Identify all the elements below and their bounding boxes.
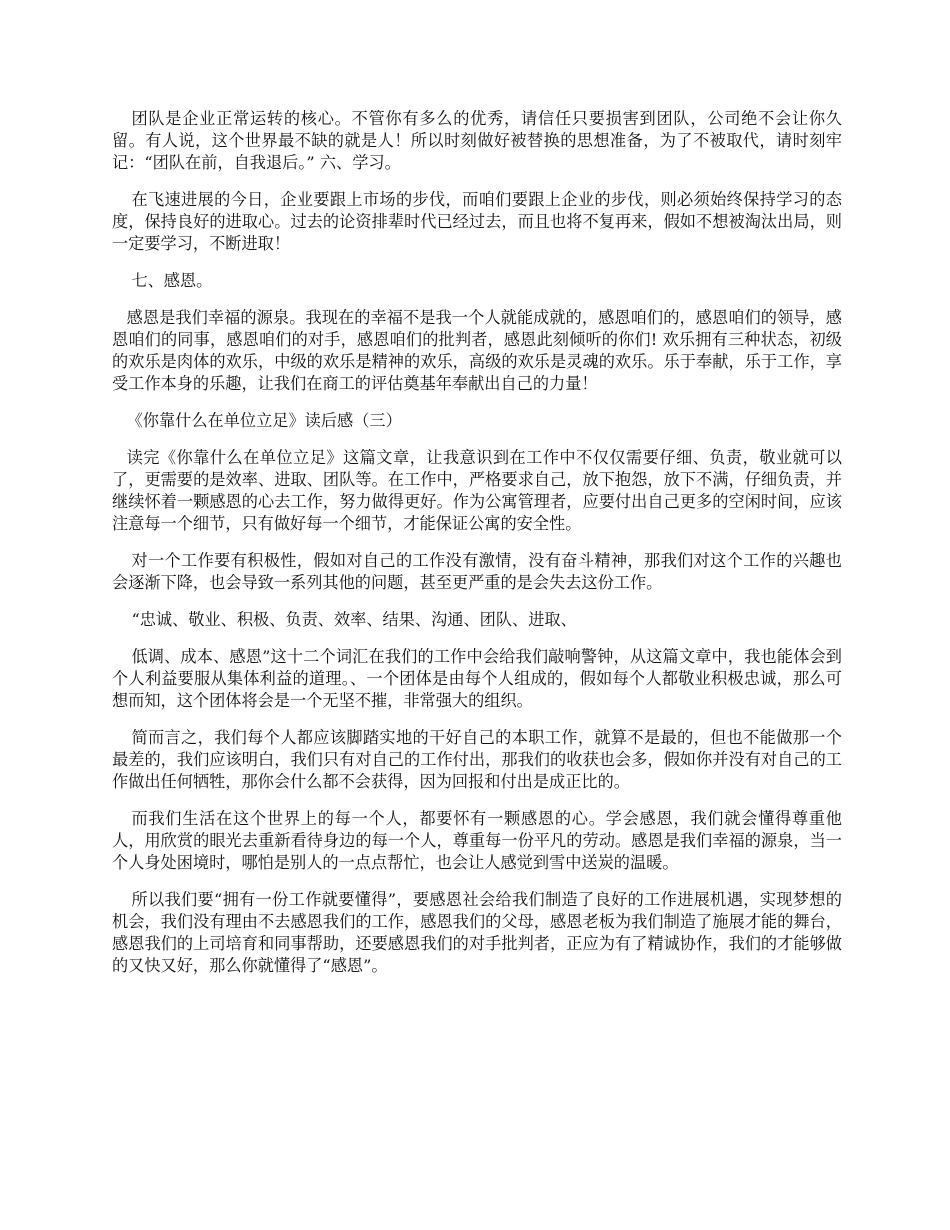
paragraph-twelve-words-continued: 低调、成本、感恩”这十二个词汇在我们的工作中会给我们敲响警钟，从这篇文章中，我也能体会到个人利益要服从集体利益的道理。、一个团体是由每个人组成的，假如每个人都敬业积极忠诚，那么可想而知，这个团体将会是一个无坚不摧，非常强大的组织。	[112, 647, 842, 710]
paragraph-in-short: 简而言之，我们每个人都应该脚踏实地的干好自己的本职工作，就算不是最的，但也不能做那一个最差的，我们应该明白，我们只有对自己的工作付出，那我们的收获也会多，假如你并没有对自己的工作做出任何牺牲，那你会什么都不会获得，因为回报和付出是成正比的。	[112, 728, 842, 791]
section-heading-gratitude: 七、感恩。	[131, 271, 213, 290]
document-page	[112, 108, 842, 992]
paragraph-after-reading: 读完《你靠什么在单位立足》这篇文章，让我意识到在工作中不仅仅需要仔细、负责，敬业就可以了，更需要的是效率、进取、团队等。在工作中，严格要求自己，放下抱怨，放下不满，仔细负责，并继续怀着一颗感恩的心去工作，努力做得更好。作为公寓管理者，应要付出自己更多的空闲时间，应该注意每一个细节，只有做好每一个细节，才能保证公寓的安全性。	[112, 448, 842, 533]
paragraph-twelve-words-start: “忠诚、敬业、积极、负责、效率、结果、沟通、团队、进取、	[131, 610, 577, 629]
paragraph-grateful-heart: 而我们生活在这个世界上的每一个人，都要怀有一颗感恩的心。学会感恩，我们就会懂得尊重他人，用欣赏的眼光去重新看待身边的每一个人，尊重每一份平凡的劳动。感恩是我们幸福的源泉，当一个人身处困境时，哪怕是别人的一点点帮忙，也会让人感觉到雪中送炭的温暖。	[112, 809, 842, 872]
paragraph-team-core: 团队是企业正常运转的核心。不管你有多么的优秀，请信任只要损害到团队，公司绝不会让你久留。有人说，这个世界最不缺的就是人！所以时刻做好被替换的思想准备，为了不被取代，请时刻牢记：“团队在前，自我退后。” 六、学习。	[112, 109, 842, 172]
paragraph-enthusiasm: 对一个工作要有积极性，假如对自己的工作没有激情，没有奋斗精神，那我们对这个工作的兴趣也会逐渐下降，也会导致一系列其他的问题，甚至更严重的是会失去这份工作。	[112, 551, 842, 592]
paragraph-learning: 在飞速进展的今日，企业要跟上市场的步伐，而咱们要跟上企业的步伐，则必须始终保持学习的态度，保持良好的进取心。过去的论资排辈时代已经过去，而且也将不复再来，假如不想被淘汰出局，则一定要学习，不断进取！	[112, 190, 842, 253]
paragraph-conclusion: 所以我们要“拥有一份工作就要懂得”，要感恩社会给我们制造了良好的工作进展机遇，实现梦想的机会，我们没有理由不去感恩我们的工作，感恩我们的父母，感恩老板为我们制造了施展才能的舞台，感恩我们的上司培育和同事帮助，还要感恩我们的对手批判者，正应为有了精诚协作，我们的才能够做的又快又好，那么你就懂得了“感恩”。	[112, 890, 842, 975]
paragraph-gratitude: 感恩是我们幸福的源泉。我现在的幸福不是我一个人就能成就的，感恩咱们的，感恩咱们的领导，感恩咱们的同事，感恩咱们的对手，感恩咱们的批判者，感恩此刻倾听的你们! 欢乐拥有三种状态，初级的欢乐是肉体的欢乐，中级的欢乐是精神的欢乐，高级的欢乐是灵魂的欢乐。乐于奉献，乐于工作，享受工作本身的乐趣，让我们在商工的评估奠基年奉献出自己的力量！	[112, 308, 842, 393]
article-title-reflection-three: 《你靠什么在单位立足》读后感（三）	[126, 411, 402, 430]
